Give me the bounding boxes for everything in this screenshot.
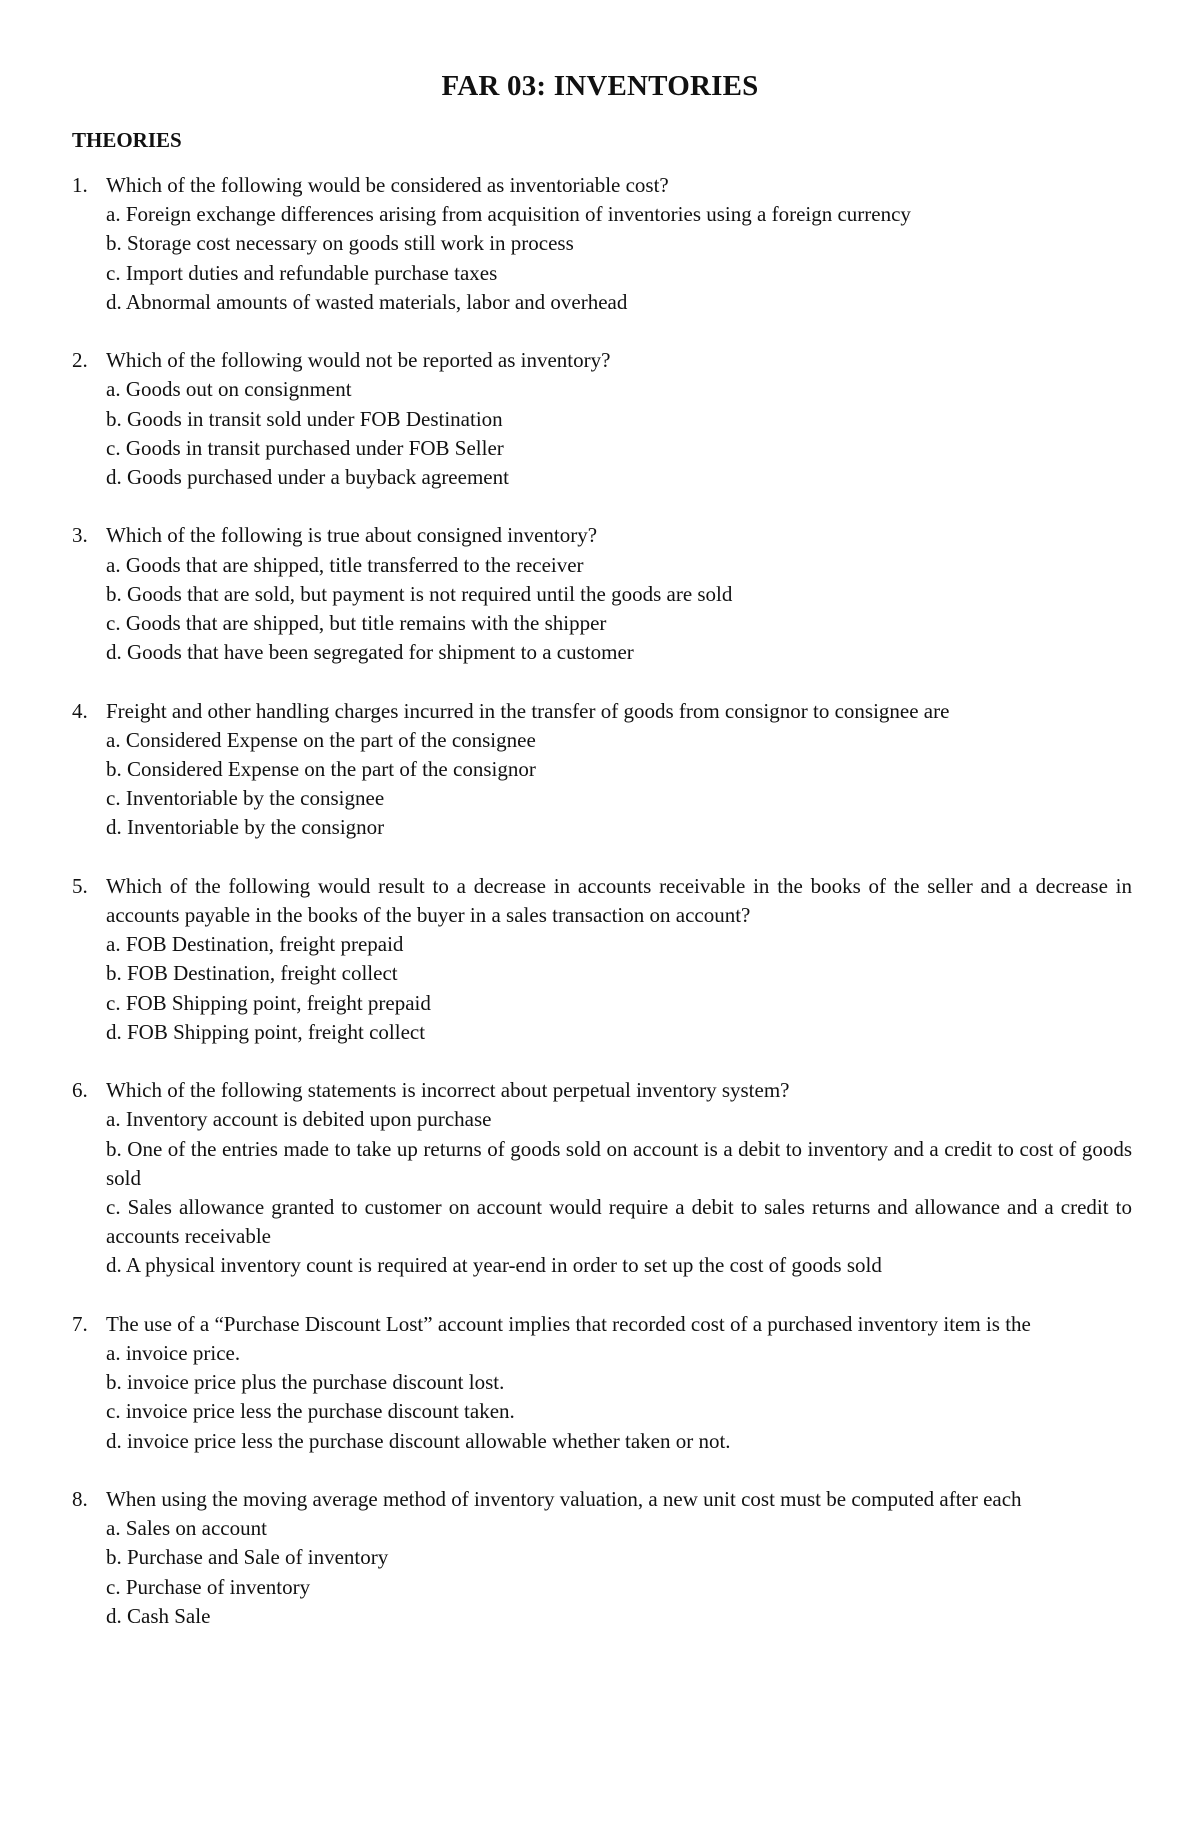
question-item [72, 1485, 1132, 1631]
question-number: 8. [72, 1487, 88, 1512]
answer-option: c. Goods in transit purchased under FOB Seller [106, 435, 504, 460]
question-number: 2. [72, 348, 88, 373]
answer-option: b. One of the entries made to take up returns of goods sold on account is a debit to inventory and a credit to cost of goods sold [106, 1136, 1132, 1190]
question-text: When using the moving average method of inventory valuation, a new unit cost must be computed after each [106, 1487, 1022, 1512]
answer-option: d. Inventoriable by the consignor [106, 815, 385, 840]
question-text: Which of the following is true about consigned inventory? [106, 523, 598, 548]
answer-option: c. Sales allowance granted to customer on account would require a debit to sales returns and allowance and a credit to accounts receivable [106, 1195, 1132, 1249]
question-item [72, 697, 1132, 843]
answer-option: d. A physical inventory count is required at year-end in order to set up the cost of goods sold [106, 1253, 882, 1278]
answer-option: c. Purchase of inventory [106, 1574, 311, 1599]
question-item [72, 1310, 1132, 1456]
question-text: Which of the following would result to a decrease in accounts receivable in the books of the seller and a decrease in accounts payable in the books of the buyer in a sales transaction on account? [106, 873, 1132, 928]
answer-option: a. Goods that are shipped, title transferred to the receiver [106, 552, 584, 577]
answer-option: a. Considered Expense on the part of the consignee [106, 727, 536, 752]
answer-option: b. invoice price plus the purchase discount lost. [106, 1370, 505, 1395]
answer-option: c. Goods that are shipped, but title remains with the shipper [106, 611, 607, 636]
answer-option: c. invoice price less the purchase discount taken. [106, 1399, 515, 1424]
question-number: 5. [72, 873, 88, 898]
answer-option: b. Purchase and Sale of inventory [106, 1545, 389, 1570]
question-list [72, 171, 1132, 1660]
question-text: The use of a “Purchase Discount Lost” account implies that recorded cost of a purchased inventory item is the [106, 1311, 1031, 1336]
question-item [72, 521, 1132, 667]
question-number: 1. [72, 173, 88, 197]
answer-option: b. Goods that are sold, but payment is not required until the goods are sold [106, 581, 733, 606]
answer-option: d. Cash Sale [106, 1603, 211, 1628]
question-number: 3. [72, 523, 88, 548]
answer-option: a. invoice price. [106, 1341, 241, 1366]
question-text: Which of the following would not be reported as inventory? [106, 348, 611, 373]
question-text: Freight and other handling charges incurred in the transfer of goods from consignor to consignee are [106, 698, 950, 723]
page-title: FAR 03: INVENTORIES [441, 70, 759, 102]
answer-option: d. Goods purchased under a buyback agreement [106, 465, 509, 490]
question-number: 6. [72, 1078, 88, 1103]
question-number: 7. [72, 1311, 88, 1336]
answer-option: a. Goods out on consignment [106, 377, 352, 402]
question-item [72, 1076, 1132, 1280]
answer-option: d. Goods that have been segregated for shipment to a customer [106, 640, 634, 665]
answer-option: a. Inventory account is debited upon purchase [106, 1107, 492, 1132]
answer-option: b. Storage cost necessary on goods still work in process [106, 231, 574, 256]
answer-option: a. FOB Destination, freight prepaid [106, 932, 404, 957]
answer-option: d. Abnormal amounts of wasted materials, labor and overhead [106, 289, 628, 314]
answer-option: b. Goods in transit sold under FOB Destination [106, 406, 503, 431]
question-number: 4. [72, 698, 88, 723]
answer-option: a. Foreign exchange differences arising from acquisition of inventories using a foreign currency [106, 202, 911, 227]
section-heading: THEORIES [72, 128, 182, 152]
answer-option: c. Inventoriable by the consignee [106, 786, 385, 811]
answer-option: c. Import duties and refundable purchase taxes [106, 260, 498, 285]
question-item [72, 171, 1132, 317]
answer-option: b. Considered Expense on the part of the consignor [106, 757, 536, 782]
question-item [72, 346, 1132, 492]
answer-option: d. invoice price less the purchase discount allowable whether taken or not. [106, 1428, 731, 1453]
question-item [72, 872, 1132, 1047]
answer-option: a. Sales on account [106, 1516, 267, 1541]
answer-option: c. FOB Shipping point, freight prepaid [106, 990, 431, 1015]
question-text: Which of the following would be considered as inventoriable cost? [106, 173, 669, 197]
question-text: Which of the following statements is incorrect about perpetual inventory system? [106, 1078, 790, 1103]
answer-option: b. FOB Destination, freight collect [106, 961, 398, 986]
answer-option: d. FOB Shipping point, freight collect [106, 1019, 426, 1044]
